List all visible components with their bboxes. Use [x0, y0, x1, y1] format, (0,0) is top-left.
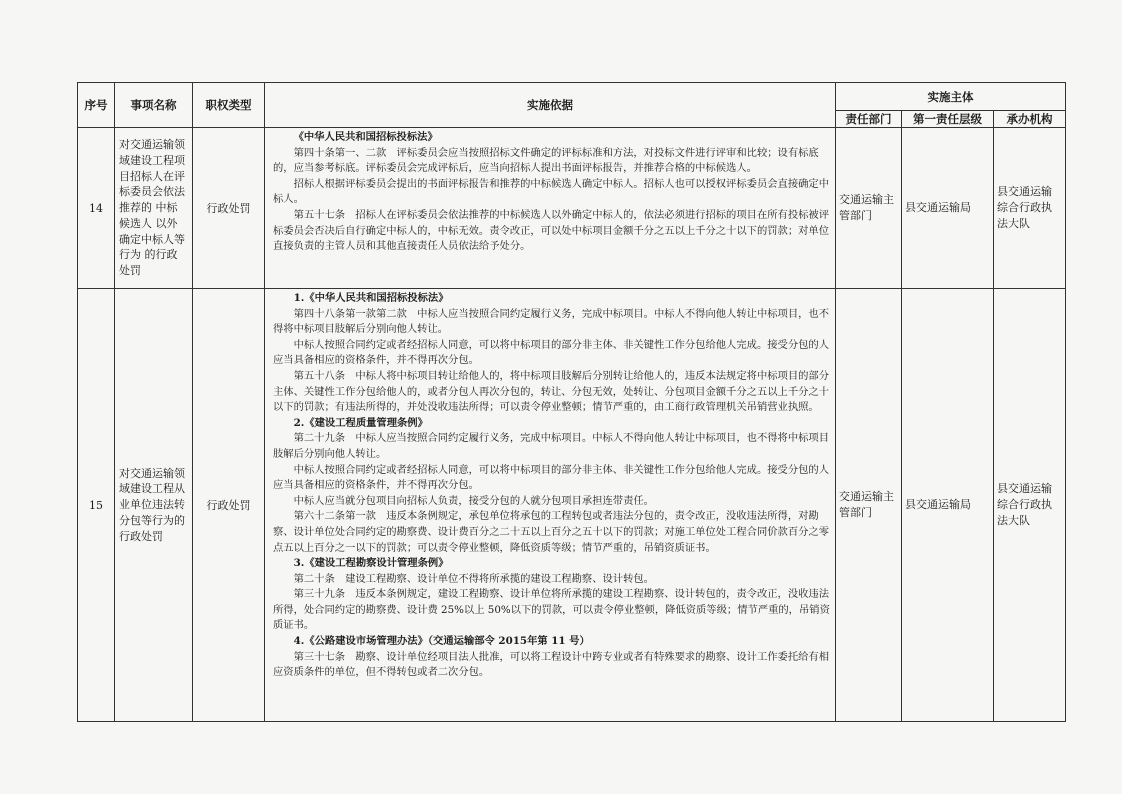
law-article: 第二十条 建设工程勘察、设计单位不得将所承揽的建设工程勘察、设计转包。 — [293, 572, 654, 585]
row-number: 15 — [78, 289, 115, 722]
row-number: 14 — [78, 128, 115, 289]
law-title: 1.《中华人民共和国招标投标法》 — [293, 292, 449, 304]
first-responsible-level: 县交通运输局 — [902, 128, 994, 289]
table-row — [78, 128, 1066, 289]
law-title: 3.《建设工程勘察设计管理条例》 — [293, 557, 449, 570]
law-article: 第四十八条第一款第二款 中标人应当按照合同约定履行义务，完成中标项目。中标人不得向他人转让中标项目，也不得将中标项目肢解后分别向他人转让。 — [273, 307, 830, 336]
col-header-agency: 承办机构 — [994, 111, 1066, 128]
item-name: 对交通运输领域建设工程从业单位违法转分包等行为的行政处罚 — [115, 289, 193, 722]
first-responsible-level: 县交通运输局 — [902, 289, 994, 722]
law-article: 招标人根据评标委员会提出的书面评标报告和推荐的中标候选人确定中标人。招标人也可以授权评标委员会直接确定中标人。 — [273, 177, 830, 206]
law-article: 第四十条第一、二款 评标委员会应当按照招标文件确定的评标标准和方法，对投标文件进行评审和比较；设有标底的，应当参考标底。评标委员会完成评标后，应当向招标人提出书面评标报告，并推荐合格的中标候选人。 — [273, 146, 819, 175]
col-header-no: 序号 — [78, 83, 115, 128]
col-header-power-type: 职权类型 — [193, 83, 265, 128]
law-article: 第五十八条 中标人将中标项目转让给他人的，将中标项目肢解后分别转让给他人的，违反本法规定将中标项目的部分主体、关键性工作分包给他人的，或者分包人再次分包的，转让、分包无效，处转让、分包项目金额千分之五以上千分之十以下的罚款；有违法所得的，并处没收违法所得；可以责令停业整顿；情节严重的，由工商行政管理机关吊销营业执照。 — [273, 369, 830, 414]
power-list-table — [77, 82, 1066, 722]
law-article: 第五十七条 招标人在评标委员会依法推荐的中标候选人以外确定中标人的，依法必须进行招标的项目在所有投标被评标委员会否决后自行确定中标人的，中标无效。责令改正，可以处中标项目金额千分之五以上千分之十以下的罚款；对单位直接负责的主管人员和其他直接责任人员依法给予处分。 — [273, 208, 830, 253]
law-article: 中标人按照合同约定或者经招标人同意，可以将中标项目的部分非主体、非关键性工作分包给他人完成。接受分包的人应当具备相应的资格条件，并不得再次分包。 — [273, 463, 830, 492]
item-name: 对交通运输领域建设工程项 目招标人在评标委员会依法推荐的 中标候选人 以外确定中标人等行为 的行政处罚 — [115, 128, 193, 289]
table-row — [78, 289, 1066, 722]
undertaking-agency: 县交通运输综合行政执法大队 — [994, 289, 1066, 722]
law-title: 2.《建设工程质量管理条例》 — [293, 416, 428, 429]
implementation-basis — [265, 289, 836, 722]
col-header-subject: 实施主体 — [836, 83, 1066, 111]
law-article: 第二十九条 中标人应当按照合同约定履行义务，完成中标项目。中标人不得向他人转让中标项目，也不得将中标项目肢解后分别向他人转让。 — [273, 432, 830, 460]
implementation-basis — [265, 128, 836, 289]
responsible-dept: 交通运输主管部门 — [836, 128, 902, 289]
law-article: 中标人按照合同约定或者经招标人同意，可以将中标项目的部分非主体、非关键性工作分包给他人完成。接受分包的人应当具备相应的资格条件，并不得再次分包。 — [273, 338, 830, 367]
power-type: 行政处罚 — [193, 289, 265, 722]
col-header-level: 第一责任层级 — [902, 111, 994, 128]
col-header-basis: 实施依据 — [265, 83, 836, 128]
law-article: 第三十七条 勘察、设计单位经项目法人批准，可以将工程设计中跨专业或者有特殊要求的勘察、设计工作委托给有相应资质条件的单位，但不得转包或者二次分包。 — [273, 650, 830, 679]
power-type: 行政处罚 — [193, 128, 265, 289]
law-article: 第六十二条第一款 违反本条例规定，承包单位将承包的工程转包或者违法分包的，责令改正，没收违法所得，对勘察、设计单位处合同约定的勘察费、设计费百分之二十五以上百分之五十以下的罚款；对施工单位处工程合同价款百分之零点五以上百分之一以下的罚款；可以责令停业整顿，降低资质等级；情节严重的，吊销资质证书。 — [273, 510, 830, 554]
undertaking-agency: 县交通运输综合行政执法大队 — [994, 128, 1066, 289]
col-header-item-name: 事项名称 — [115, 83, 193, 128]
law-article: 第三十九条 违反本条例规定，建设工程勘察、设计单位将所承揽的建设工程勘察、设计转包的，责令改正，没收违法所得，处合同约定的勘察费、设计费 25%以上 50%以下的罚款，可以责令停业整顿，降低资质等级；情节严重的，吊销资质证书。 — [273, 588, 830, 632]
header-row — [78, 83, 1066, 111]
law-title: 4.《公路建设市场管理办法》（交通运输部令 2015年第 11 号） — [293, 635, 590, 648]
law-title: 《中华人民共和国招标投标法》 — [293, 131, 438, 143]
col-header-dept: 责任部门 — [836, 111, 902, 128]
responsible-dept: 交通运输主管部门 — [836, 289, 902, 722]
law-article: 中标人应当就分包项目向招标人负责，接受分包的人就分包项目承担连带责任。 — [293, 494, 654, 507]
